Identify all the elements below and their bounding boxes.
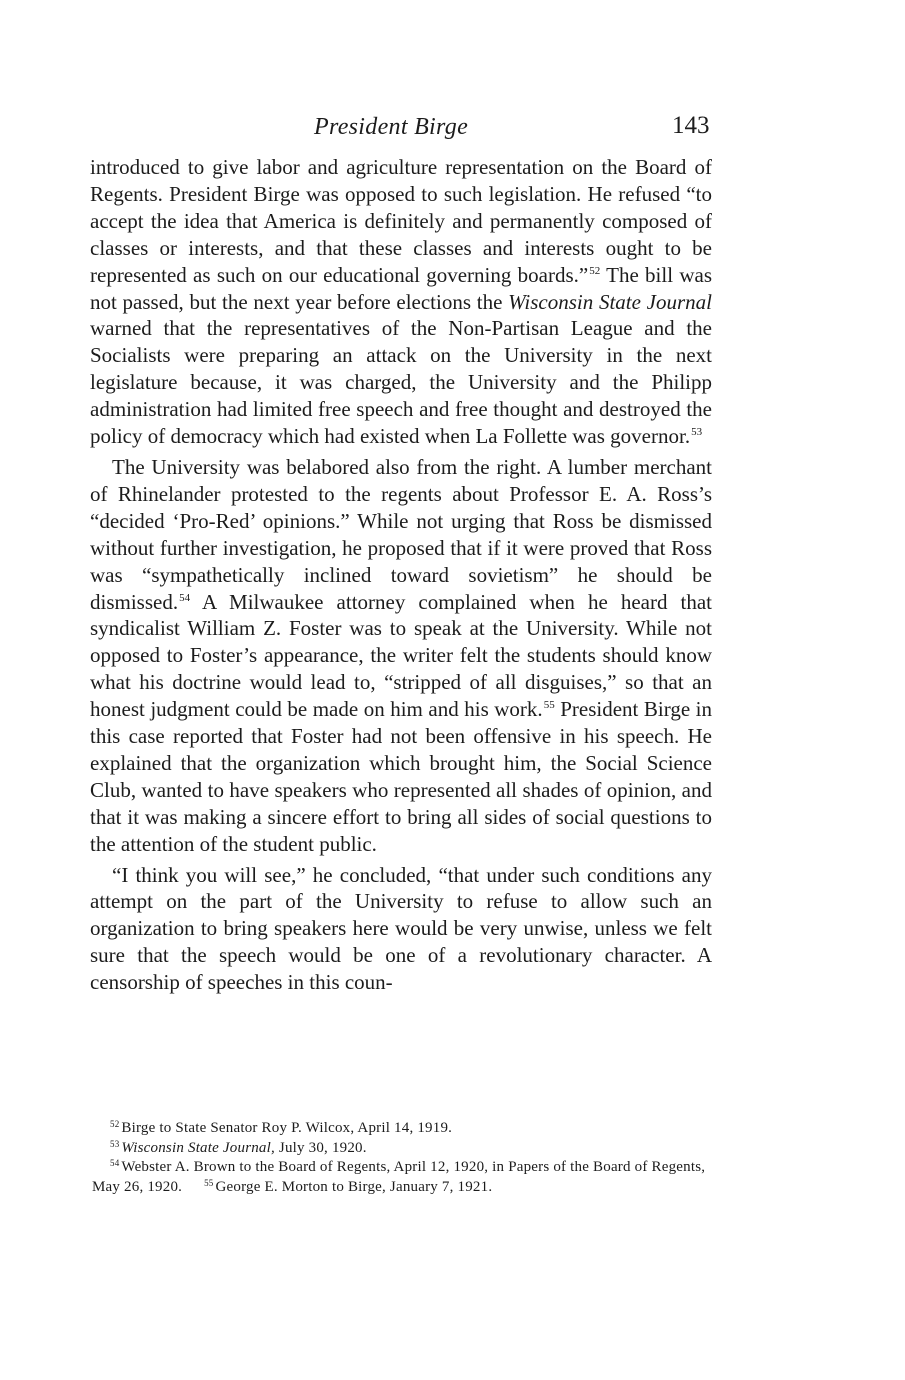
footnote-number: 54 — [110, 1158, 120, 1168]
body-text — [90, 154, 712, 996]
footnote-ref-52: 52 — [589, 264, 601, 277]
text-run: warned that the representatives of the Non-Partisan League and the Socialists were preparing an attack on the University in the next legislature because, it was charged, the University and the Philipp administration had limited free speech and free thought and destroyed the policy of democracy which had existed when La Follette was governor. — [90, 316, 712, 449]
footnote-ref-53: 53 — [691, 426, 703, 439]
page-number: 143 — [672, 112, 710, 139]
text-run: The University was belabored also from the right. A lumber merchant of Rhinelander protested to the regents about Professor E. A. Ross’s “decided ‘Pro-Red’ opinions.” While not urging that Ross be dismissed without further investigation, he proposed that if it were proved that Ross was “sympathetically inclined toward sovietism” he should be dismissed. — [90, 454, 712, 614]
footnote-ref-55: 55 — [543, 699, 555, 712]
footnote-number: 53 — [110, 1138, 120, 1149]
footnotes — [92, 1119, 712, 1197]
running-title: President Birge — [314, 114, 469, 140]
paragraph-3 — [90, 862, 712, 997]
page-header — [0, 110, 905, 146]
footnote-text: Birge to State Senator Roy P. Wilcox, April 14, 1919. — [121, 1120, 453, 1136]
text-run: introduced to give labor and agriculture representation on the Board of Regents. President Birge was opposed to such legislation. He refused “to accept the idea that America is definitely and permanently composed of classes or interests, and that these classes and interests ought to be represented as such on our educational governing boards.” — [90, 155, 712, 287]
footnote-title: Wisconsin State Journal, — [121, 1139, 275, 1156]
paragraph-1 — [90, 154, 712, 450]
footnote-54 — [92, 1158, 712, 1197]
footnote-number: 55 — [204, 1177, 214, 1188]
footnote-55 — [204, 1179, 492, 1195]
footnote-number: 52 — [110, 1119, 120, 1129]
footnote-ref-54: 54 — [179, 591, 191, 604]
footnote-text: Webster A. Brown to the Board of Regents, April 12, 1920, in Papers of the Board of Regents, May 26, 1920. — [92, 1159, 706, 1195]
italic-title: Wisconsin State Journal — [508, 289, 712, 314]
footnote-text: George E. Morton to Birge, January 7, 1921. — [215, 1178, 493, 1195]
footnote-52 — [92, 1119, 712, 1139]
text-run: A Milwaukee attorney complained when he heard that syndicalist William Z. Foster was to speak at the University. While not opposed to Foster’s appearance, the writer felt the students should know what his doctrine would lead to, “stripped of all disguises,” so that an honest judgment could be made on him and his work. — [90, 589, 712, 722]
text-run: The bill was not passed, but the next year before elections the — [90, 262, 712, 314]
paragraph-2 — [90, 454, 712, 858]
text-run: President Birge in this case reported that Foster had not been offensive in his speech. He explained that the organization which brought him, the Social Science Club, wanted to have speakers who represented all shades of opinion, and that it was making a sincere effort to bring all sides of social questions to the attention of the student public. — [90, 697, 713, 856]
footnote-text: July 30, 1920. — [274, 1139, 367, 1156]
footnote-53 — [92, 1139, 712, 1159]
text-run: “I think you will see,” he concluded, “that under such conditions any attempt on the part of the University to refuse to allow such an organization to bring speakers here would be very unwise, unless we felt sure that the speech would be one of a revolutionary character. A censorship of speeches in this coun- — [90, 862, 712, 995]
